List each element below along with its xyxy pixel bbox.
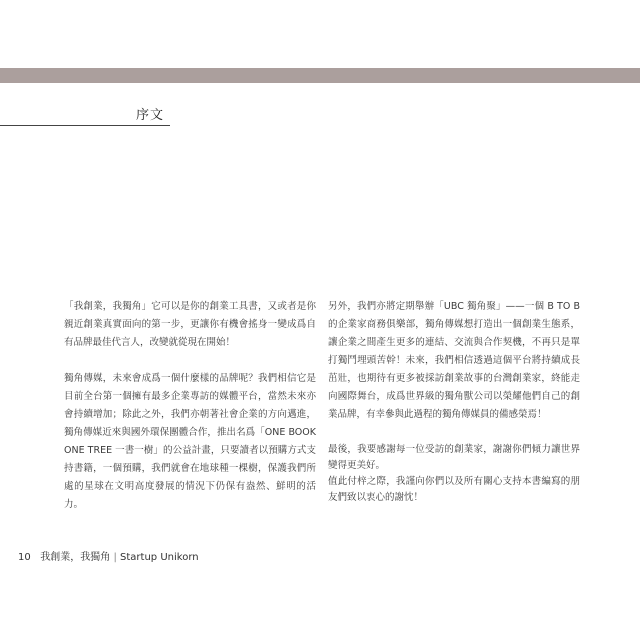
page-footer	[18, 548, 199, 563]
footer-separator: |	[113, 552, 117, 563]
paragraph-intro: 「我創業，我獨角」它可以是你的創業工具書，又或者是你親近創業真實面向的第一步，更讓你有機會搖身一變成爲自有品牌最佳代言人，改變就從現在開始！	[64, 301, 316, 348]
footer-english-title: Startup Unikorn	[120, 552, 199, 563]
title-underline	[0, 125, 170, 126]
paragraph-closing: 值此付梓之際，我謹向你們以及所有關心支持本書編寫的朋友們致以衷心的謝忱！	[328, 476, 580, 503]
header-band	[0, 68, 640, 83]
right-column	[328, 298, 580, 506]
page-number: 10	[18, 552, 31, 563]
footer-book-title: 我創業，我獨角	[40, 552, 111, 563]
paragraph-thanks: 最後，我要感謝每一位受訪的創業家，謝謝你們傾力讓世界變得更美好。	[328, 444, 580, 471]
left-column	[64, 298, 316, 532]
paragraph-ubc-club: 另外，我們亦將定期舉辦「UBC 獨角聚」——一個 B TO B 的企業家商務俱樂部，獨角傳媒想打造出一個創業生態系，讓企業之間產生更多的連結、交流與合作契機，不再只是單打獨鬥埋頭苦幹！未來，我們相信透過這個平台將持續成長茁壯，也期待有更多被採訪創業故事的台灣創業家，終能走向國際舞台，成爲世界級的獨角獸公司以榮耀他們自己的創業品牌，有幸參與此過程的獨角傳媒員的備感榮焉！	[328, 301, 580, 420]
section-title: 序文	[136, 108, 165, 123]
paragraph-brand-vision: 獨角傳媒，未來會成爲一個什麼樣的品牌呢？我們相信它是目前全台第一個擁有最多企業專訪的媒體平台，當然未來亦會持續增加；除此之外，我們亦朝著社會企業的方向邁進，獨角傳媒近來與國外環保團體合作，推出名爲「ONE BOOK ONE TREE 一書一樹」的公益計畫，只要讀者以預購方式支持書籍，一個預購，我們就會在地球種一棵樹，保護我們所處的星球在文明高度發展的情況下仍保有盎然、鮮明的活力。	[64, 373, 316, 510]
